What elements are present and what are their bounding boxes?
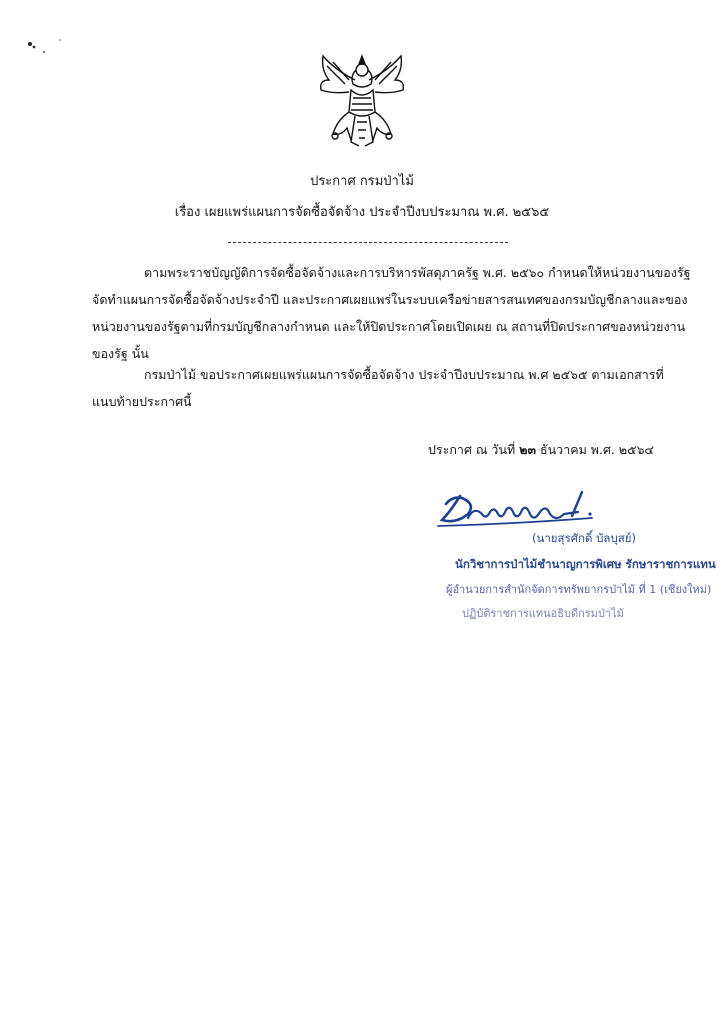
signer-position-line-2: ผู้อำนวยการสำนักจัดการทรัพยากรป่าไม้ ที่ 1 (เชียงใหม่) xyxy=(446,583,712,596)
paragraph-line: ของรัฐ นั้น xyxy=(92,346,149,361)
body-paragraph-2 xyxy=(92,361,664,415)
paragraph-line: กรมป่าไม้ ขอประกาศเผยแพร่แผนการจัดซื้อจัดจ้าง ประจำปีงบประมาณ พ.ศ ๒๕๖๕ ตามเอกสารที่ xyxy=(144,367,664,382)
announcement-date xyxy=(428,440,654,460)
paragraph-line: แนบท้ายประกาศนี้ xyxy=(92,394,192,409)
handwritten-signature xyxy=(432,484,602,532)
scan-speck-marks xyxy=(22,36,72,56)
date-suffix: ธันวาคม พ.ศ. ๒๕๖๔ xyxy=(540,442,654,457)
announcement-subject: เรื่อง เผยแพร่แผนการจัดซื้อจัดจ้าง ประจำปีงบประมาณ พ.ศ. ๒๕๖๕ xyxy=(174,205,550,220)
garuda-emblem-icon xyxy=(315,50,409,150)
paragraph-line: หน่วยงานของรัฐตามที่กรมบัญชีกลางกำหนด และให้ปิดประกาศโดยเปิดเผย ณ สถานที่ปิดประกาศของหน่วยงาน xyxy=(92,319,686,334)
body-paragraph-1 xyxy=(92,259,691,367)
paragraph-line: ตามพระราชบัญญัติการจัดซื้อจัดจ้างและการบริหารพัสดุภาครัฐ พ.ศ. ๒๕๖๐ กำหนดให้หน่วยงานของรัฐ xyxy=(144,265,691,280)
date-day: ๒๓ xyxy=(519,442,537,457)
signer-position-line-3: ปฏิบัติราชการแทนอธิบดีกรมป่าไม้ xyxy=(462,607,624,620)
announcement-title: ประกาศ กรมป่าไม้ xyxy=(310,174,414,189)
dashed-divider xyxy=(228,242,508,243)
date-prefix: ประกาศ ณ วันที่ xyxy=(428,442,516,457)
paragraph-line: จัดทำแผนการจัดซื้อจัดจ้างประจำปี และประกาศเผยแพร่ในระบบเครือข่ายสารสนเทศของกรมบัญชีกลางและของ xyxy=(92,292,688,307)
signer-name: (นายสุรศักดิ์ บัลบุสย์) xyxy=(532,531,637,545)
signer-position-line-1: นักวิชาการป่าไม้ชำนาญการพิเศษ รักษาราชการแทน xyxy=(455,557,716,571)
